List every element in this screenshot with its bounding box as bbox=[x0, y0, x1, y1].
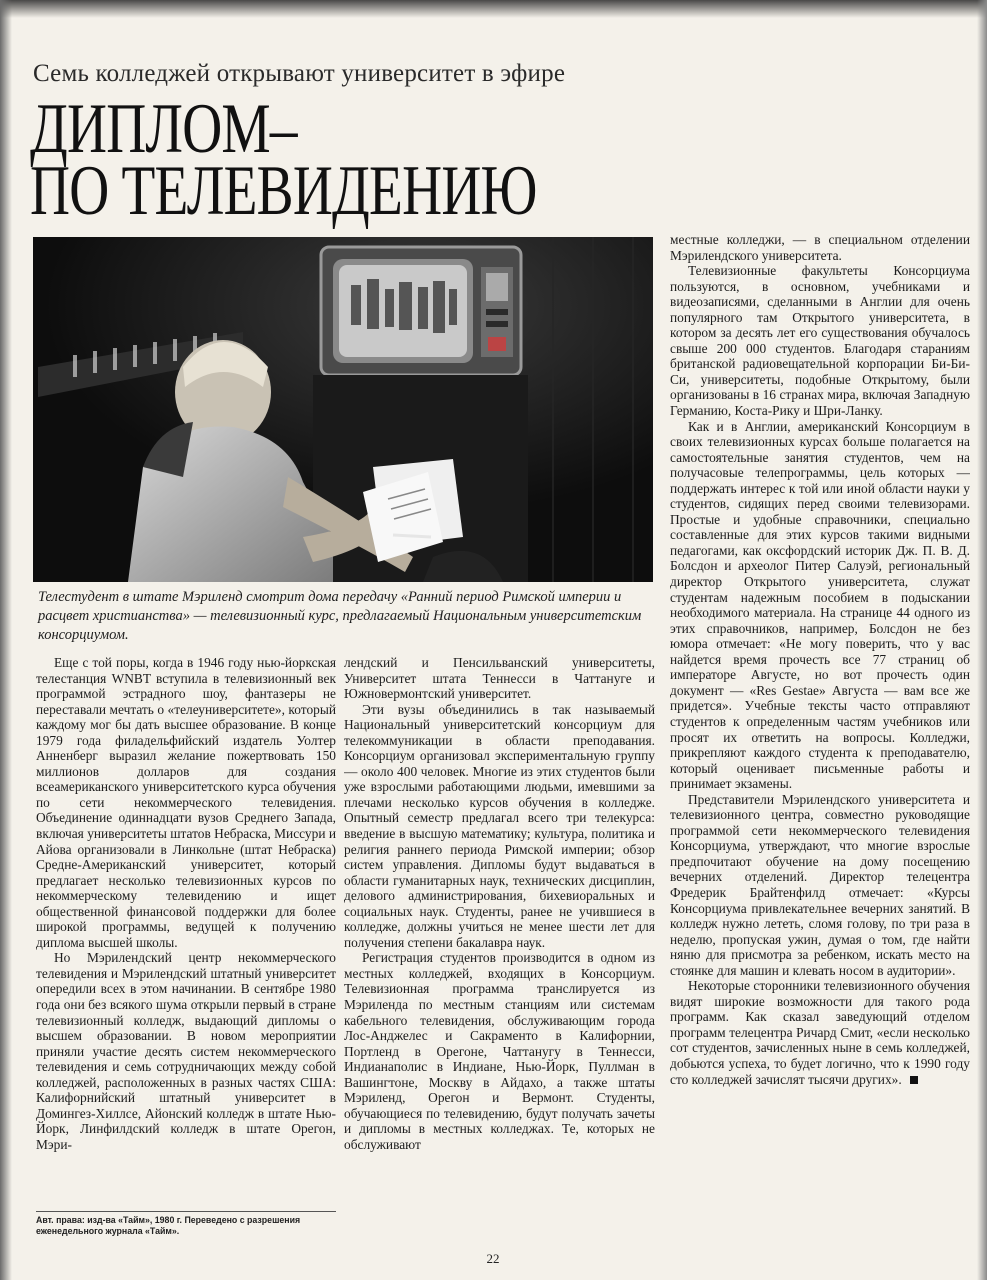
footnote-divider bbox=[36, 1211, 336, 1212]
paragraph: Телевизионные факультеты Консорциума пользуются, в основном, учебниками и видеозаписями, сделанными в Англии для очень популярного там Открытого университета, в котором за десять лет его существования обучалось свыше 200 000 студентов. Благодаря стараниям британской радиовещательной корпорации Би-Би-Си, университеты, подобные Открытому, были организованы в 16 странах мира, включая Западную Германию, Коста-Рику и Шри-Ланку. bbox=[670, 263, 970, 419]
article-photo bbox=[33, 237, 653, 582]
headline-line-1: ДИПЛОМ– bbox=[30, 90, 297, 168]
paragraph: местные колледжи, — в специальном отделении Мэрилендского университета. bbox=[670, 232, 970, 263]
paragraph: Представители Мэрилендского университета и телевизионного центра, совместно руководящие программой сети некоммерческого телевидения Консорциума, утверждают, что многие взрослые предпочитают обучение на дому посещению вечерних отделений. Директор телецентра Фредерик Брайтенфилд отмечает: «Курсы Консорциума привлекательнее вечерних занятий. В колледж нужно лететь, сломя голову, по три раза в неделю, пропуская ужин, думая о том, где найти няню для присмотра за ребенком, искать место на стоянке для машин и клевать носом в аудитории». bbox=[670, 791, 970, 978]
page-number: 22 bbox=[486, 1251, 500, 1266]
copyright-note: Авт. права: изд-ва «Тайм», 1980 г. Переведено с разрешения еженедельного журнала «Тайм». bbox=[36, 1215, 301, 1236]
article-headline bbox=[30, 90, 576, 230]
article-kicker: Семь колледжей открывают университет в эфире bbox=[33, 60, 566, 87]
photo-student-watching-tv-icon bbox=[33, 237, 653, 582]
end-of-article-mark bbox=[910, 1076, 918, 1084]
photo-caption: Телестудент в штате Мэриленд смотрит дома передачу «Ранний период Римской империи и расцвет христианства» — телевизионный курс, предлагаемый Национальным университетским консорциумом. bbox=[38, 589, 642, 643]
paragraph-text: Некоторые сторонники телевизионного обучения видят широкие возможности для такого рода программ. Как сказал заведующий отделом программ телецентра Ричард Смит, «если несколько сот студентов, зачисленных ныне в семь колледжей, добьются успеха, то будет логично, что к 1990 году сто колледжей зачислят тысячи других». bbox=[670, 978, 970, 1087]
paragraph: лендский и Пенсильванский университеты, Университет штата Теннесси в Чаттануге и Южновермонтский университет. bbox=[344, 655, 655, 702]
paragraph: Регистрация студентов производится в одном из местных колледжей, входящих в Консорциум. Телевизионная программа транслируется из Мэриленда по местным станциям или системам кабельного телевидения, обслуживающим города Лос-Анджелес и Сакраменто в Калифорнии, Портленд в Орегоне, Чаттанугу в Теннесси, Индианаполис в Индиане, Нью-Йорк, Пуллман в Вашингтоне, Москву в Айдахо, а также штаты Мэриленд, Орегон и Вермонт. Студенты, обучающиеся по телевидению, будут получать зачеты и дипломы в местных колледжах. Те, которых не обслуживают bbox=[344, 950, 655, 1152]
article-column-1 bbox=[36, 655, 336, 1200]
headline-line-2: ПО ТЕЛЕВИДЕНИЮ bbox=[30, 152, 537, 230]
paragraph: Но Мэрилендский центр некоммерческого телевидения и Мэрилендский штатный университет опередили всех в этом начинании. В сентябре 1980 года они без всякого шума открыли первый в стране телевизионный колледж, выдающий дипломы о высшем образовании. В новом мероприятии приняли участие десять систем некоммерческого телевидения и семь сотрудничающих между собой колледжей, расположенных в разных частях США: Калифорнийский штатный университет в Домингез-Хиллсе, Айонский колледж в штате Нью-Йорк, Линфилдский колледж в штате Орегон, Мэри- bbox=[36, 950, 336, 1152]
page-shadow-right bbox=[977, 0, 987, 1280]
paragraph: Эти вузы объединились в так называемый Национальный университетский консорциум для телекоммуникации в области преподавания. Консорциум организовал экспериментальную группу — около 400 человек. Многие из этих студентов были уже взрослыми работающими людьми, имевшими за плечами несколько курсов обучения в колледже. Опытный семестр предлагал всего три телекурса: введение в высшую математику; культура, политика и религия раннего периода Римской империи; обзор систем управления. Дипломы будут выдаваться в области гуманитарных наук, технических дисциплин, делового администрирования, бихевиоральных и социальных наук. Студенты, ранее не учившиеся в колледже, должны учиться не менее шести лет для получения степени бакалавра наук. bbox=[344, 701, 655, 950]
paragraph bbox=[670, 978, 970, 1087]
article-column-3 bbox=[670, 232, 970, 1260]
page-shadow-top bbox=[0, 0, 987, 18]
paragraph: Еще с той поры, когда в 1946 году нью-йоркская телестанция WNBT вступила в телевизионный век программой эстрадного шоу, фантазеры не переставали мечтать о «телеуниверситете», который каждому мог бы дать высшее образование. В конце 1979 года филадельфийский издатель Уолтер Анненберг выразил желание пожертвовать 150 миллионов долларов для создания всеамериканского университетского курса обучения по сети некоммерческого телевидения. Объединение одиннадцати вузов Среднего Запада, включая университеты штатов Небраска, Миссури и Айова организовали в Линкольне (штат Небраска) Средне-Американский университет, который предлагает несколько телевизионных курсов по некоммерческому телевидению и ищет общественной финансовой поддержки для более широкой программы, ведущей к получению диплома высшей школы. bbox=[36, 655, 336, 950]
article-column-2 bbox=[344, 655, 655, 1260]
paragraph: Как и в Англии, американский Консорциум в своих телевизионных курсах больше полагается на самостоятельные занятия студентов, чем на получасовые телепрограммы, цель которых — поддержать интерес к той или иной области науки у студентов, сидящих перед своими телевизорами. Простые и удобные справочники, специально составленные для этих курсов такими видными педагогами, как оксфордский историк Дж. П. В. Д. Болсдон и археолог Питер Салуэй, региональный директор Открытого университета, служат студентам надежным пособием в подыскании необходимого материала. На странице 44 одного из этих справочников, например, Болсдон не без юмора отмечает: «Не могу поверить, что у вас найдется время прочесть все 77 страниц об императоре Августе, но вот прочесть один документ — «Res Gestae» Августа — вам все же придется». Учебные тексты часто отправляют студентов к определенным частям учебников или просят их ответить на вопросы. Колледжи, прикрепляют каждого студента к преподавателю, который оценивает письменные работы и принимает экзамены. bbox=[670, 418, 970, 792]
page-shadow-left bbox=[0, 0, 12, 1280]
